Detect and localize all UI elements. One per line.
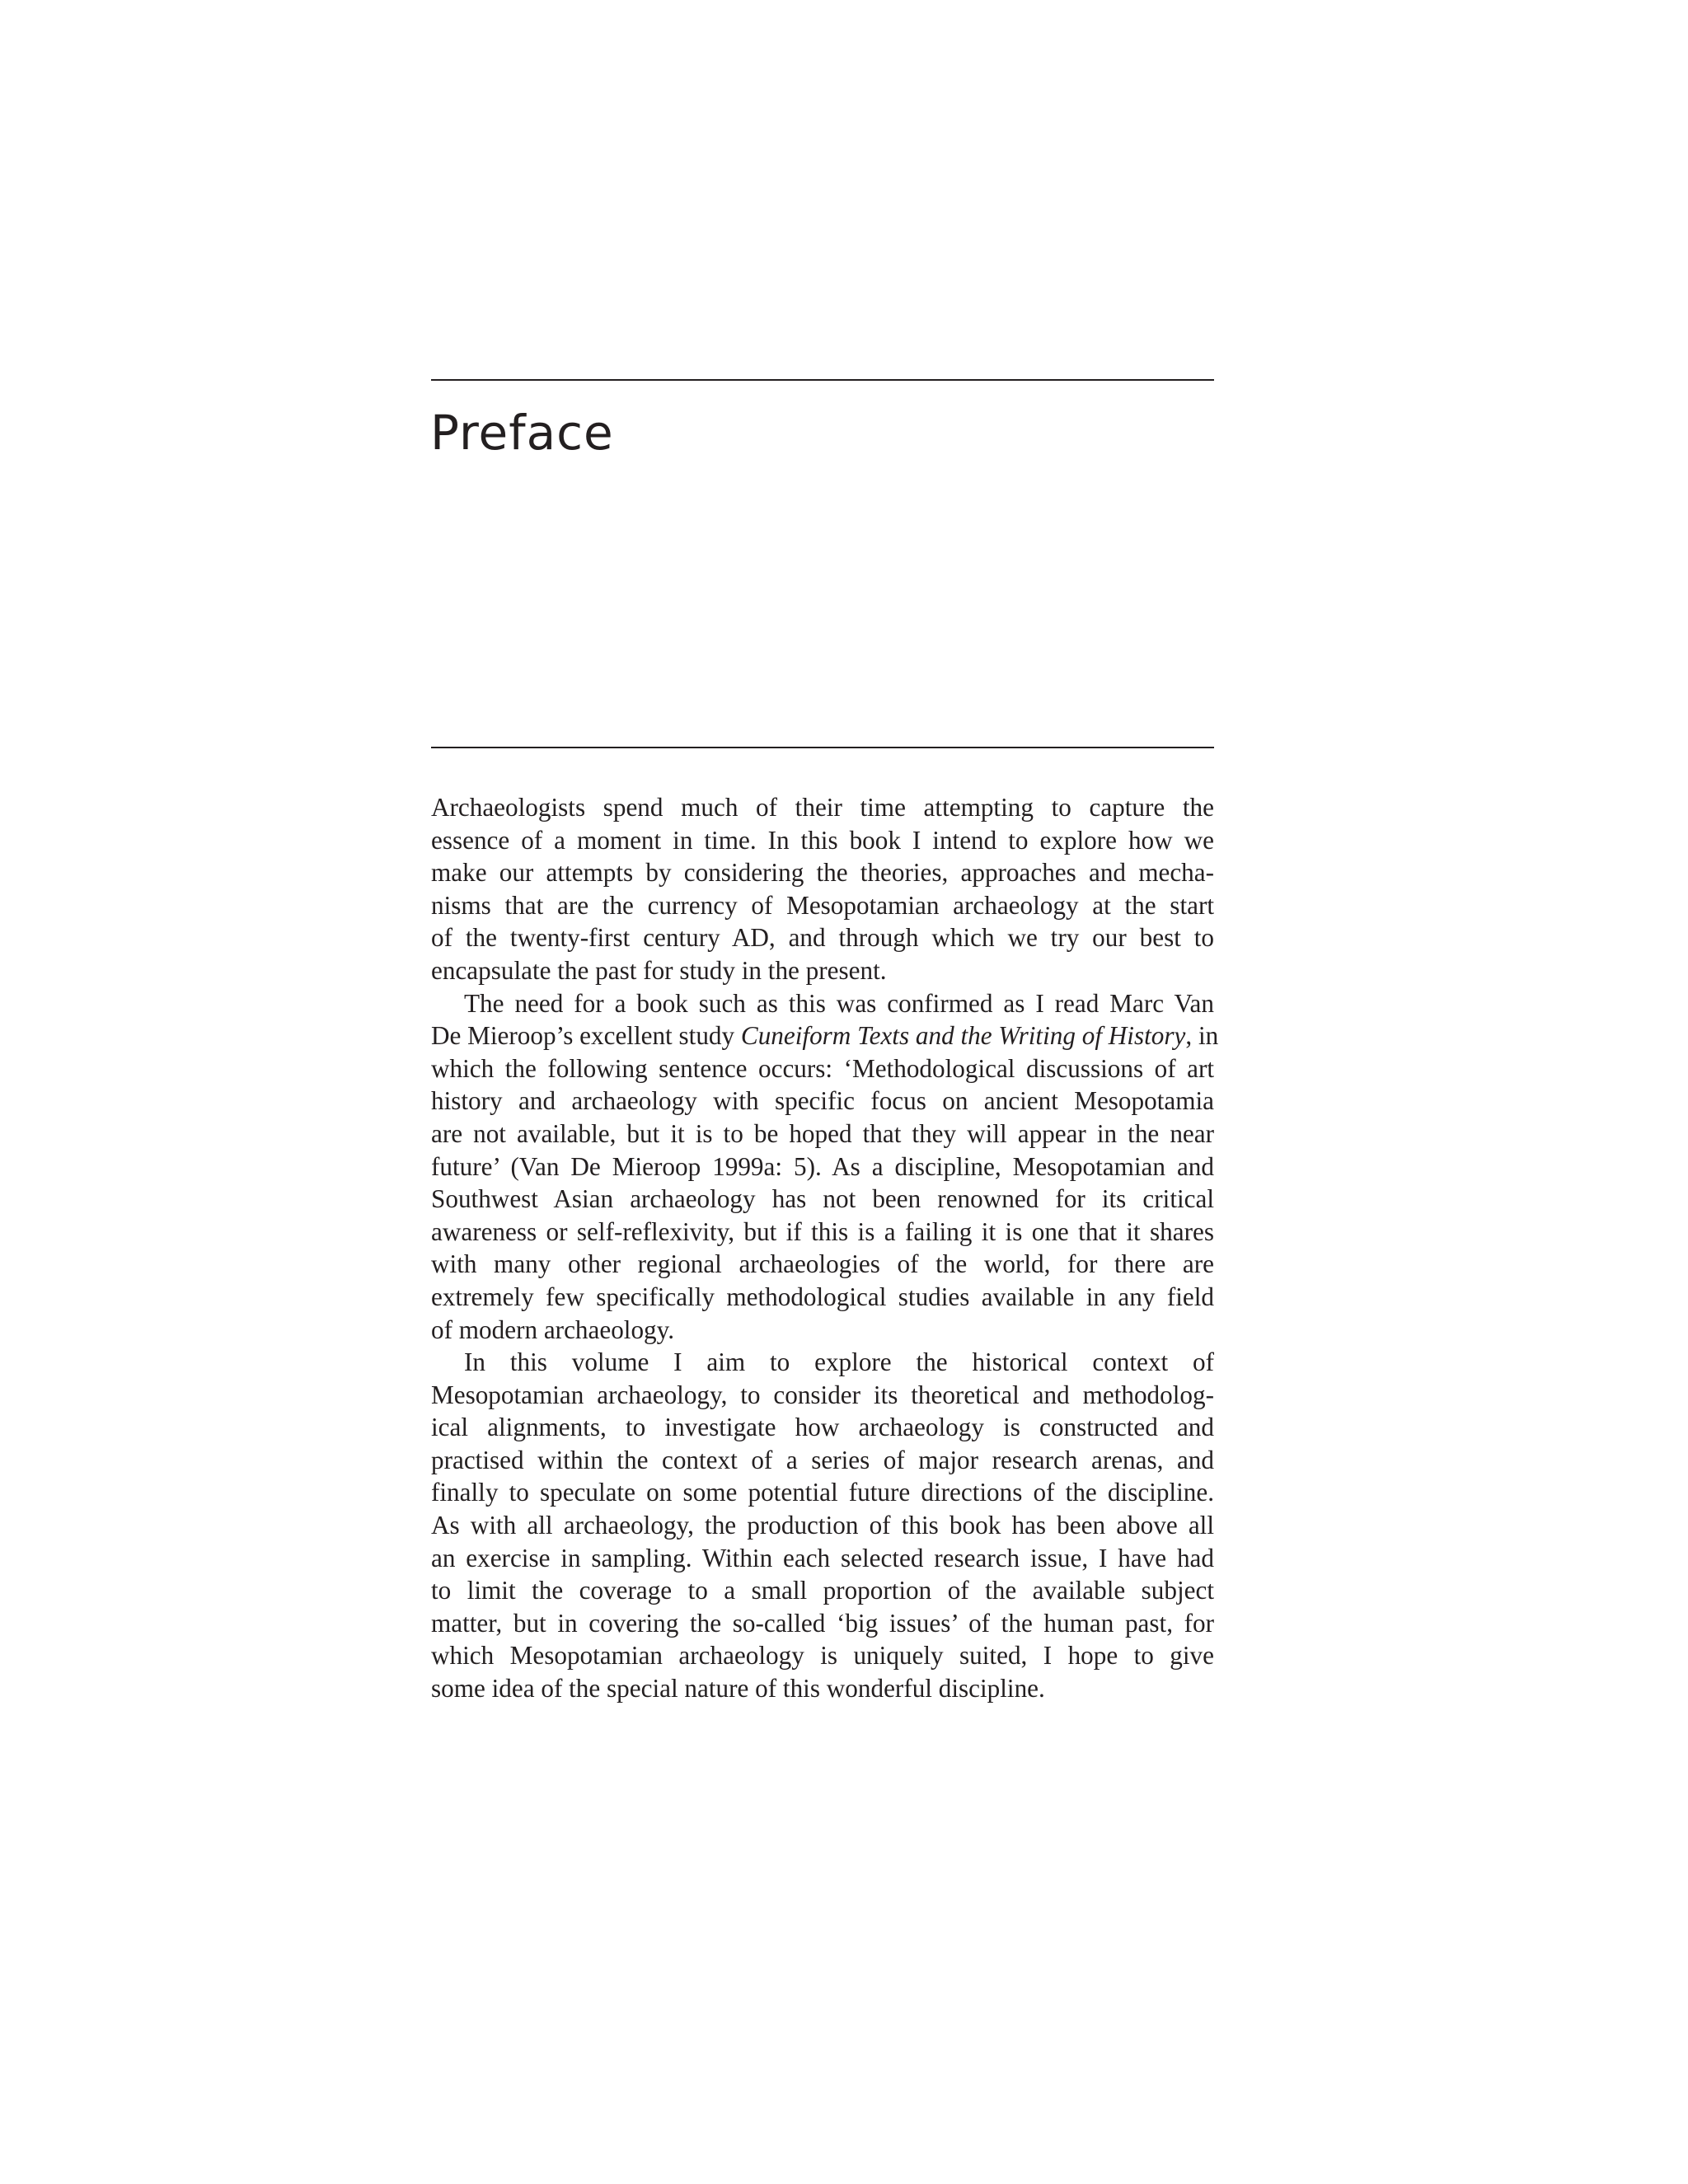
text-line: some idea of the special nature of this wonderful discipline. — [431, 1674, 1045, 1704]
text-line: history and archaeology with specific focus on ancient Mesopotamia — [431, 1086, 1214, 1116]
text-line: matter, but in covering the so-called ‘big issues’ of the human past, for — [431, 1608, 1214, 1638]
text-line: make our attempts by considering the theories, approaches and mecha- — [431, 858, 1214, 888]
preface-body — [431, 791, 1219, 1705]
paragraph-2 — [431, 987, 1219, 1347]
text-line: are not available, but it is to be hoped that they will appear in the near — [431, 1118, 1214, 1148]
text-line: which Mesopotamian archaeology is uniquely suited, I hope to give — [431, 1641, 1214, 1671]
text-line: In this volume I aim to explore the historical context of — [464, 1347, 1214, 1377]
text-line: to limit the coverage to a small proportion of the available subject — [431, 1576, 1214, 1605]
book-title: Cuneiform Texts and the Writing of History — [740, 1021, 1186, 1051]
text-line: As with all archaeology, the production of this book has been above all — [431, 1511, 1214, 1540]
text-line: Southwest Asian archaeology has not been renowned for its critical — [431, 1184, 1214, 1214]
title-rule-bottom — [431, 747, 1214, 748]
paragraph-1 — [431, 791, 1214, 987]
chapter-title: Preface — [430, 405, 614, 461]
text-line: essence of a moment in time. In this book I intend to explore how we — [431, 825, 1214, 855]
text-line: of the twenty-first century AD, and through which we try our best to — [431, 923, 1214, 953]
text-line: extremely few specifically methodological studies available in any field — [431, 1282, 1214, 1311]
text-line: an exercise in sampling. Within each selected research issue, I have had — [431, 1543, 1214, 1572]
text-line: of modern archaeology. — [431, 1315, 675, 1344]
text-line: ical alignments, to investigate how archaeology is constructed and — [431, 1413, 1214, 1442]
title-rule-top — [431, 379, 1214, 381]
text-line: awareness or self-reflexivity, but if this is a failing it is one that it shares — [431, 1216, 1214, 1246]
text-fragment: , in — [1185, 1021, 1219, 1051]
paragraph-3 — [431, 1346, 1214, 1705]
text-line: encapsulate the past for study in the present. — [431, 955, 887, 985]
text-line: future’ (Van De Mieroop 1999a: 5). As a discipline, Mesopotamian and — [431, 1151, 1214, 1181]
text-fragment: De Mieroop’s excellent study — [431, 1021, 741, 1051]
text-line: finally to speculate on some potential future directions of the discipline. — [431, 1478, 1214, 1507]
text-line-with-title — [431, 1019, 1219, 1052]
text-line: Mesopotamian archaeology, to consider its theoretical and methodolog- — [431, 1380, 1214, 1409]
text-line: with many other regional archaeologies of the world, for there are — [431, 1249, 1214, 1279]
text-line: practised within the context of a series of major research arenas, and — [431, 1445, 1214, 1474]
text-line: Archaeologists spend much of their time attempting to capture the — [431, 793, 1214, 822]
text-line: The need for a book such as this was confirmed as I read Marc Van — [464, 988, 1214, 1018]
text-line: nisms that are the currency of Mesopotamian archaeology at the start — [431, 890, 1214, 920]
text-line: which the following sentence occurs: ‘Methodological discussions of art — [431, 1053, 1214, 1083]
